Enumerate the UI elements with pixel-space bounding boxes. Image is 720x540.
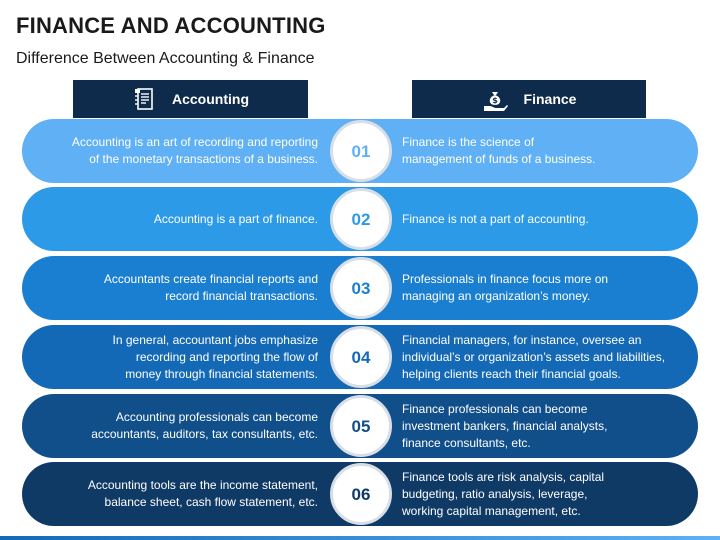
page-title: FINANCE AND ACCOUNTING (16, 13, 326, 38)
svg-text:$: $ (491, 96, 498, 105)
row-number-badge: 06 (330, 463, 392, 525)
row-number-badge: 01 (330, 120, 392, 182)
finance-header-label: Finance (523, 91, 577, 107)
finance-text: Finance tools are risk analysis, capital budgeting, ratio analysis, leverage, working capital management, etc. (402, 469, 605, 518)
finance-text: Financial managers, for instance, oversee an individual’s or organization’s assets and liabilities, helping clients reach their financial goals. (402, 332, 666, 381)
row-number-badge: 02 (330, 188, 392, 250)
accounting-header (73, 80, 308, 118)
accounting-header-label: Accounting (172, 91, 249, 107)
accounting-text: In general, accountant jobs emphasize recording and reporting the flow of money through financial statements. (112, 332, 318, 381)
bottom-accent-bar (0, 536, 720, 540)
finance-text: Finance professionals can become investment bankers, financial analysts, finance consultants, etc. (402, 401, 608, 450)
finance-header (412, 80, 646, 118)
accounting-text: Accounting tools are the income statement, balance sheet, cash flow statement, etc. (87, 478, 318, 509)
page-subtitle: Difference Between Accounting & Finance (16, 50, 315, 67)
row-number-badge: 05 (330, 395, 392, 457)
comparison-row-06 (22, 462, 698, 526)
comparison-row-03 (22, 256, 698, 320)
ledger-document-icon (132, 86, 158, 112)
comparison-row-05 (22, 394, 698, 458)
row-number-badge: 03 (330, 257, 392, 319)
accounting-text: Accounting professionals can become accountants, auditors, tax consultants, etc. (91, 410, 318, 441)
accounting-text: Accountants create financial reports and record financial transactions. (103, 272, 318, 303)
comparison-row-04 (22, 325, 698, 389)
comparison-row-02 (22, 187, 698, 251)
comparison-row-01 (22, 119, 698, 183)
accounting-text: Accounting is a part of finance. (153, 211, 318, 226)
finance-text: Finance is the science of management of funds of a business. (402, 135, 596, 166)
accounting-text: Accounting is an art of recording and reporting of the monetary transactions of a business. (71, 135, 318, 166)
row-number-badge: 04 (330, 326, 392, 388)
finance-text: Professionals in finance focus more on managing an organization’s money. (402, 272, 609, 303)
finance-text: Finance is not a part of accounting. (402, 211, 589, 226)
money-bag-hand-icon (482, 86, 510, 112)
